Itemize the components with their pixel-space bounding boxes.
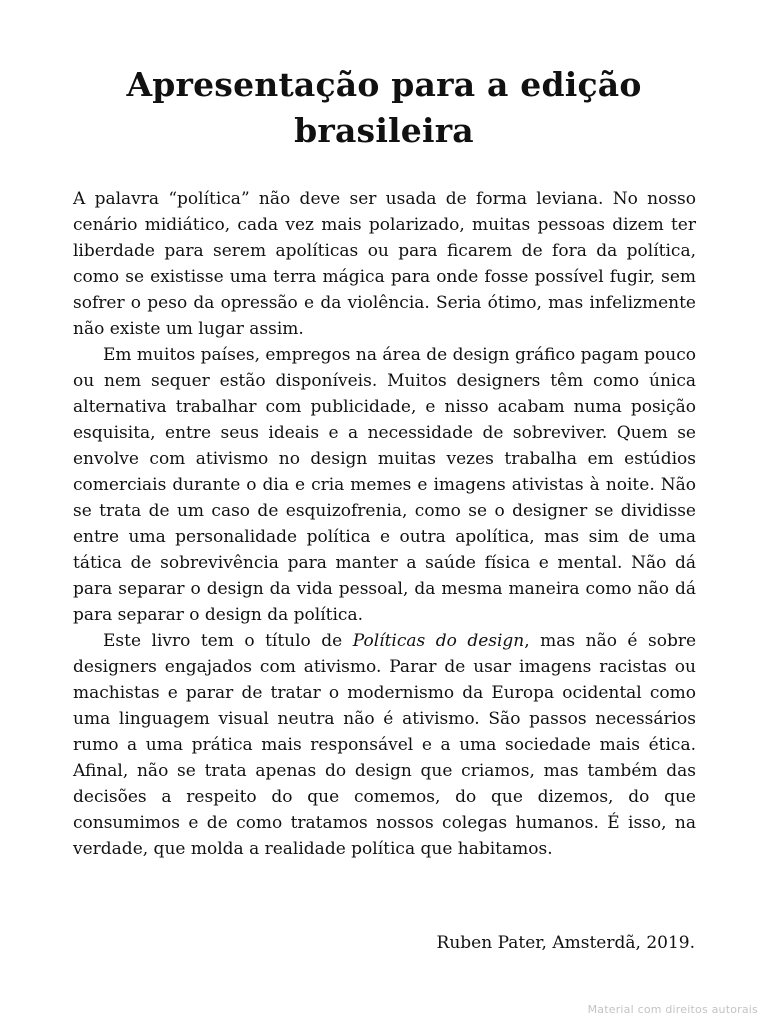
body-text <box>73 186 696 862</box>
paragraph-2: Em muitos países, empregos na área de design gráfico pagam pouco ou nem sequer estão disponíveis. Muitos designers têm como única alternativa trabalhar com publicidade, e nisso acabam numa posição esquisita, entre seus ideais e a necessidade de sobreviver. Quem se envolve com ativismo no design muitas vezes trabalha em estúdios comerciais durante o dia e cria memes e imagens ativistas à noite. Não se trata de um caso de esquizofrenia, como se o designer se dividisse entre uma personalidade política e outra apolítica, mas sim de uma tática de sobrevivência para manter a saúde física e mental. Não dá para separar o design da vida pessoal, da mesma maneira como não dá para separar o design da política. <box>73 345 696 625</box>
book-title-italic: Políticas do design <box>352 631 525 651</box>
paragraph-3-rest: , mas não é sobre designers engajados com ativismo. Parar de usar imagens racistas ou machistas e parar de tratar o modernismo da Europa ocidental como uma linguagem visual neutra não é ativismo. São passos necessários rumo a uma prática mais responsável e a uma sociedade mais ética. Afinal, não se trata apenas do design que criamos, mas também das decisões a respeito do que comemos, do que dizemos, do que consumimos e de como tratamos nossos colegas humanos. É isso, na verdade, que molda a realidade política que habitamos. <box>73 631 697 859</box>
paragraph-3-start: Este livro tem o título de <box>103 631 353 651</box>
paragraph-3 <box>73 628 696 862</box>
paragraph-1: A palavra “política” não deve ser usada de forma leviana. No nosso cenário midiático, cada vez mais polarizado, muitas pessoas dizem ter liberdade para serem apolíticas ou para ficarem de fora da política, como se existisse uma terra mágica para onde fosse possível fugir, sem sofrer o peso da opressão e da violência. Seria ótimo, mas infelizmente não existe um lugar assim. <box>73 189 696 339</box>
title-line-1: Apresentação para a edição <box>126 65 642 104</box>
author-signature: Ruben Pater, Amsterdã, 2019. <box>436 933 695 953</box>
copyright-watermark: Material com direitos autorais <box>587 1003 758 1016</box>
title-line-2: brasileira <box>294 111 474 150</box>
page-title <box>80 62 688 154</box>
